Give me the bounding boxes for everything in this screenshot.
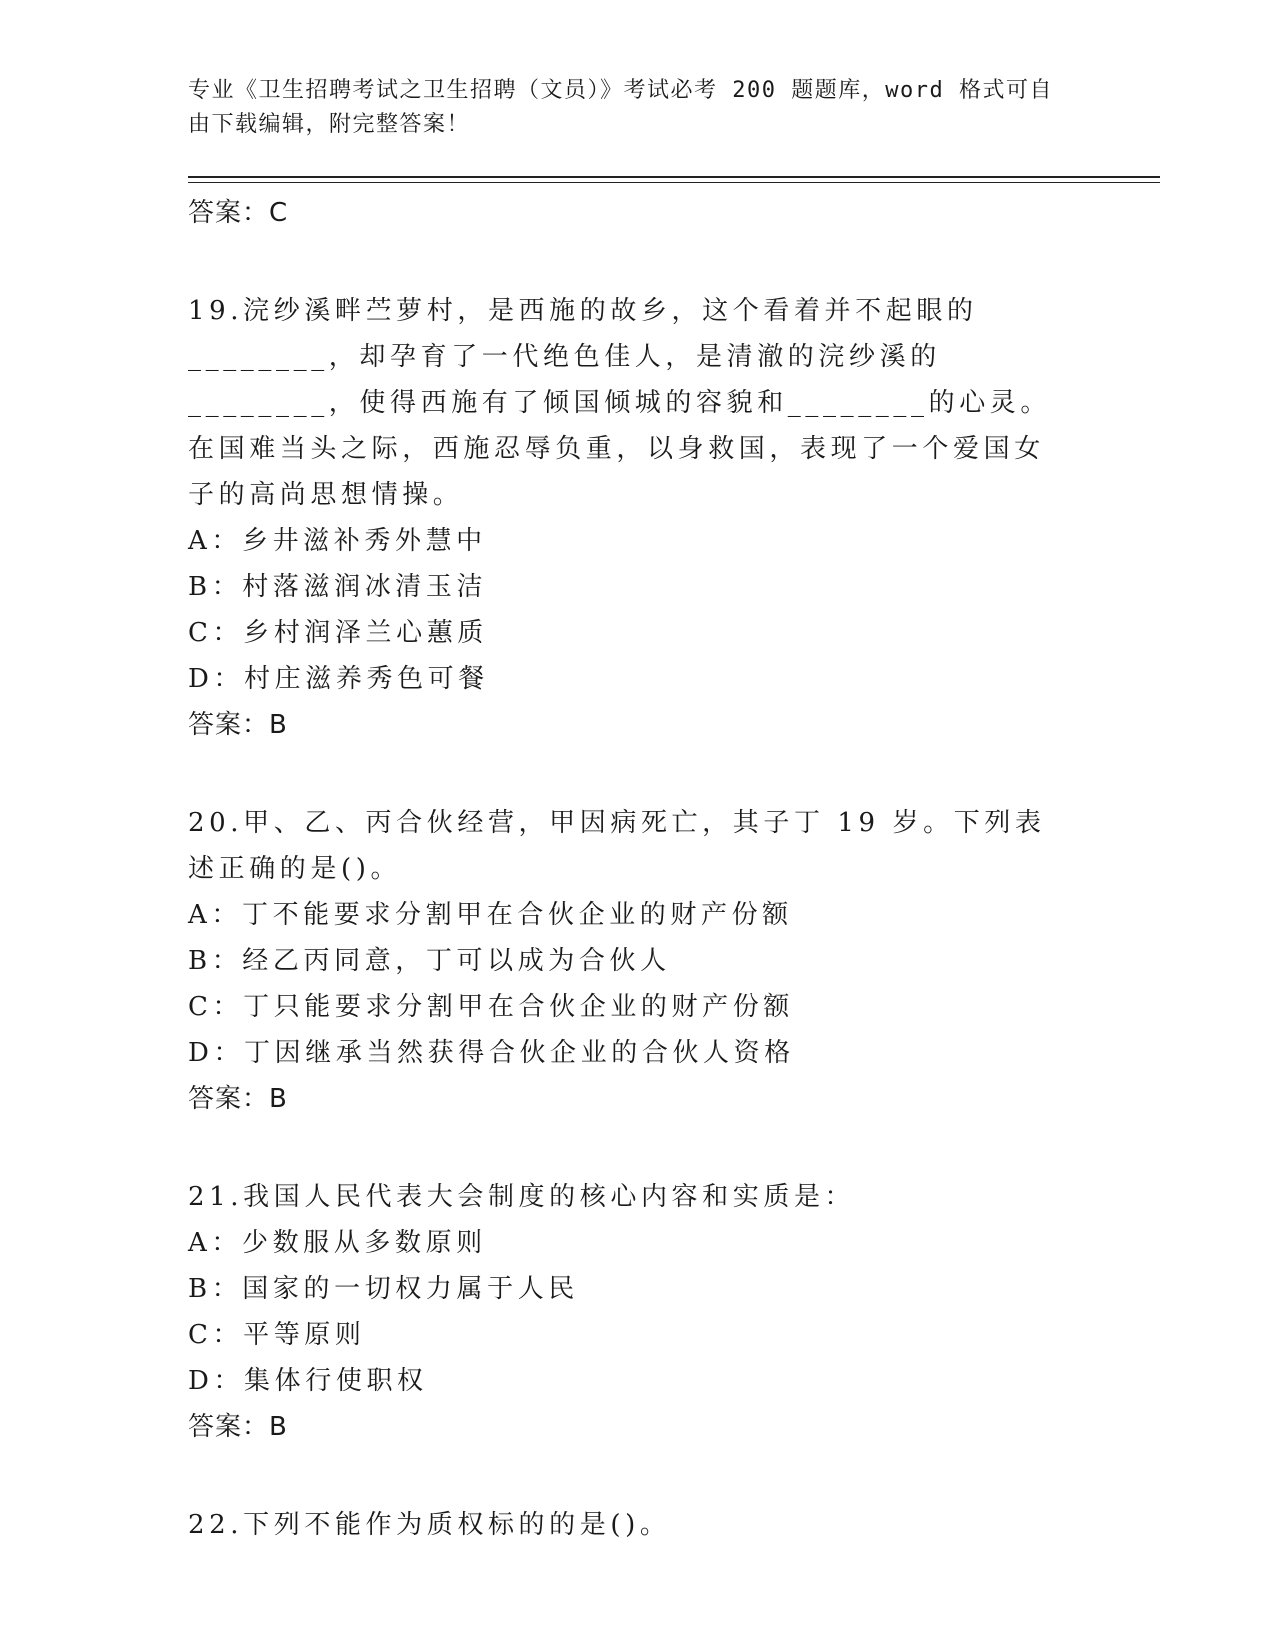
option-a: A：丁不能要求分割甲在合伙企业的财产份额 [188,900,793,930]
option-c: C：丁只能要求分割甲在合伙企业的财产份额 [188,992,794,1022]
question-text: 21.我国人民代表大会制度的核心内容和实质是： [188,1182,856,1212]
header-rule-thin [188,182,1160,183]
option-a: A：少数服从多数原则 [188,1228,487,1258]
question-19 [188,288,1068,748]
question-text: 20.甲、乙、丙合伙经营，甲因病死亡，其子丁 19 岁。下列表述正确的是()。 [188,808,1046,884]
answer-line: 答案：C [188,198,289,228]
option-a: A：乡井滋补秀外慧中 [188,526,487,556]
header-rule-thick [188,176,1160,178]
option-c: C：乡村润泽兰心蕙质 [188,618,488,648]
option-d: D：丁因继承当然获得合伙企业的合伙人资格 [188,1038,795,1068]
question-22 [188,1502,1068,1548]
question-text: 22.下列不能作为质权标的的是()。 [188,1510,671,1540]
question-list [188,190,1068,1548]
question-21 [188,1174,1068,1450]
answer-line: 答案：B [188,710,288,740]
option-d: D：集体行使职权 [188,1366,428,1396]
answer-line: 答案：B [188,1412,288,1442]
document-header: 专业《卫生招聘考试之卫生招聘（文员）》考试必考 200 题题库，word 格式可自由下载编辑，附完整答案！ [188,78,1053,137]
option-d: D：村庄滋养秀色可餐 [188,664,489,694]
option-b: B：村落滋润冰清玉洁 [188,572,488,602]
answer-line: 答案：B [188,1084,288,1114]
option-b: B：国家的一切权力属于人民 [188,1274,579,1304]
question-text: 19.浣纱溪畔苎萝村，是西施的故乡，这个看着并不起眼的________，却孕育了一代绝色佳人，是清澈的浣纱溪的________，使得西施有了倾国倾城的容貌和________的心灵。在国难当头之际，西施忍辱负重，以身救国，表现了一个爱国女子的高尚思想情操。 [188,296,1052,510]
option-c: C：平等原则 [188,1320,366,1350]
question-20 [188,800,1068,1122]
option-b: B：经乙丙同意，丁可以成为合伙人 [188,946,671,976]
